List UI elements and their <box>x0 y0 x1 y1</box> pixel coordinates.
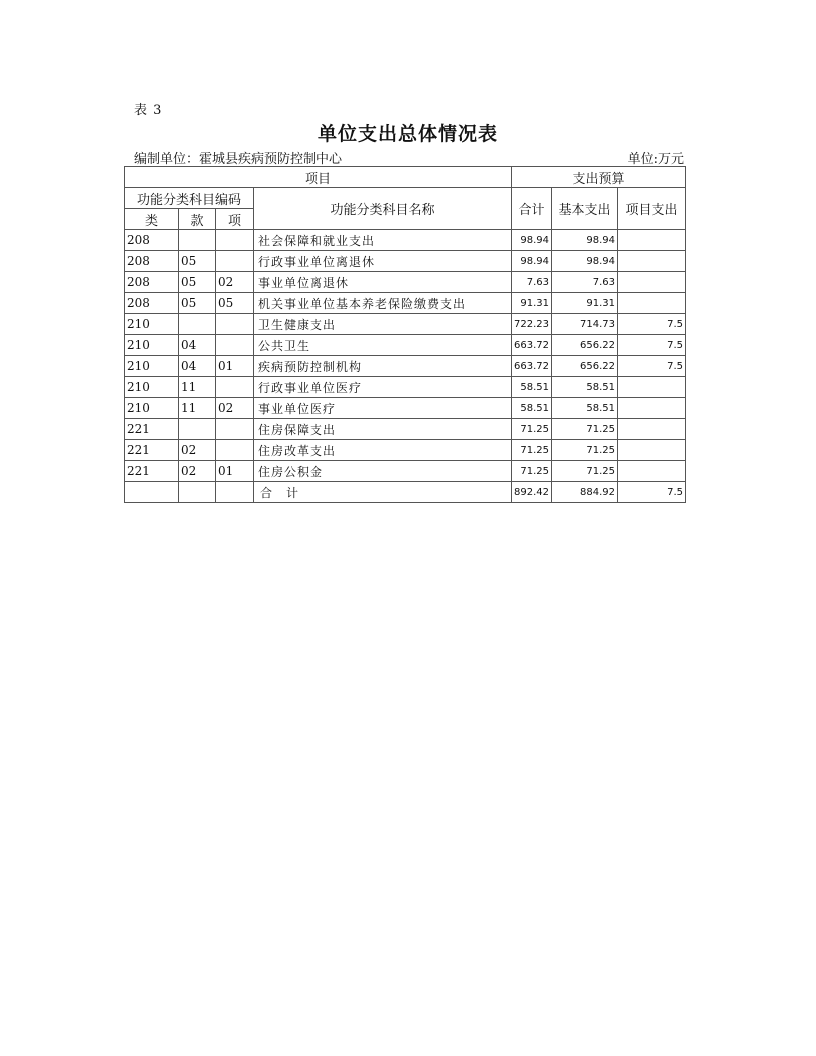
unit-label: 单位:万元 <box>627 152 684 167</box>
header-code-group: 功能分类科目编码 <box>125 188 254 209</box>
cell-lei: 221 <box>125 440 179 461</box>
table-row <box>125 461 686 482</box>
header-lei: 类 <box>125 209 179 230</box>
cell-kuan: 05 <box>179 272 216 293</box>
cell-xiang: 01 <box>216 461 254 482</box>
table-row <box>125 440 686 461</box>
cell-total: 71.25 <box>512 440 552 461</box>
cell-lei: 208 <box>125 293 179 314</box>
cell-xiang <box>216 419 254 440</box>
cell-xiang <box>216 335 254 356</box>
cell-kuan <box>179 230 216 251</box>
cell-name: 住房公积金 <box>254 461 512 482</box>
cell-total: 98.94 <box>512 251 552 272</box>
cell-name: 事业单位离退休 <box>254 272 512 293</box>
cell-xiang: 02 <box>216 272 254 293</box>
cell-lei: 221 <box>125 419 179 440</box>
cell-name: 事业单位医疗 <box>254 398 512 419</box>
cell-project <box>618 377 686 398</box>
cell-kuan: 04 <box>179 335 216 356</box>
total-label: 合计 <box>254 482 512 503</box>
header-name: 功能分类科目名称 <box>254 188 512 230</box>
cell-lei: 221 <box>125 461 179 482</box>
cell-total: 58.51 <box>512 398 552 419</box>
cell-kuan: 02 <box>179 461 216 482</box>
cell-project <box>618 461 686 482</box>
cell-total: 71.25 <box>512 461 552 482</box>
cell-name: 社会保障和就业支出 <box>254 230 512 251</box>
table-row <box>125 230 686 251</box>
cell-project <box>618 419 686 440</box>
cell-basic: 58.51 <box>552 377 618 398</box>
cell-name: 疾病预防控制机构 <box>254 356 512 377</box>
cell-project <box>618 230 686 251</box>
cell-name: 行政事业单位离退休 <box>254 251 512 272</box>
cell-lei: 210 <box>125 398 179 419</box>
cell-project: 7.5 <box>618 335 686 356</box>
table-body <box>125 230 686 503</box>
table-row <box>125 377 686 398</box>
cell-basic: 98.94 <box>552 230 618 251</box>
cell-name: 机关事业单位基本养老保险缴费支出 <box>254 293 512 314</box>
table-row <box>125 272 686 293</box>
header-basic: 基本支出 <box>552 188 618 230</box>
cell-basic: 71.25 <box>552 461 618 482</box>
header-total: 合计 <box>512 188 552 230</box>
cell-xiang <box>216 440 254 461</box>
cell-xiang: 01 <box>216 356 254 377</box>
table-row <box>125 398 686 419</box>
cell-name: 卫生健康支出 <box>254 314 512 335</box>
cell-basic: 71.25 <box>552 440 618 461</box>
cell-kuan <box>179 419 216 440</box>
cell-xiang <box>216 482 254 503</box>
table-row <box>125 251 686 272</box>
cell-xiang <box>216 251 254 272</box>
total-sum: 892.42 <box>512 482 552 503</box>
cell-kuan: 04 <box>179 356 216 377</box>
cell-kuan: 11 <box>179 377 216 398</box>
header-xiang: 项 <box>216 209 254 230</box>
table-row <box>125 356 686 377</box>
cell-kuan <box>179 482 216 503</box>
table-row <box>125 419 686 440</box>
cell-basic: 656.22 <box>552 356 618 377</box>
cell-name: 住房保障支出 <box>254 419 512 440</box>
cell-xiang: 05 <box>216 293 254 314</box>
table-row <box>125 293 686 314</box>
cell-lei: 210 <box>125 314 179 335</box>
cell-lei: 208 <box>125 272 179 293</box>
page-title: 单位支出总体情况表 <box>317 123 498 145</box>
cell-project: 7.5 <box>618 356 686 377</box>
cell-basic: 714.73 <box>552 314 618 335</box>
cell-kuan: 02 <box>179 440 216 461</box>
header-budget: 支出预算 <box>512 167 686 188</box>
organization-label: 编制单位：霍城县疾病预防控制中心 <box>134 152 343 167</box>
table-row <box>125 335 686 356</box>
cell-project: 7.5 <box>618 314 686 335</box>
cell-lei: 210 <box>125 377 179 398</box>
header-item: 项目 <box>125 167 512 188</box>
cell-xiang <box>216 377 254 398</box>
cell-xiang: 02 <box>216 398 254 419</box>
cell-total: 7.63 <box>512 272 552 293</box>
cell-project <box>618 251 686 272</box>
cell-name: 住房改革支出 <box>254 440 512 461</box>
cell-total: 663.72 <box>512 335 552 356</box>
cell-name: 行政事业单位医疗 <box>254 377 512 398</box>
cell-basic: 656.22 <box>552 335 618 356</box>
cell-lei: 208 <box>125 230 179 251</box>
table-number: 表 3 <box>134 103 163 118</box>
cell-name: 公共卫生 <box>254 335 512 356</box>
cell-kuan <box>179 314 216 335</box>
cell-kuan: 05 <box>179 251 216 272</box>
cell-total: 98.94 <box>512 230 552 251</box>
cell-xiang <box>216 314 254 335</box>
cell-project <box>618 440 686 461</box>
cell-total: 722.23 <box>512 314 552 335</box>
table-row <box>125 314 686 335</box>
cell-kuan: 05 <box>179 293 216 314</box>
cell-project <box>618 293 686 314</box>
cell-project <box>618 398 686 419</box>
cell-xiang <box>216 230 254 251</box>
cell-lei: 210 <box>125 335 179 356</box>
header-project: 项目支出 <box>618 188 686 230</box>
cell-lei: 210 <box>125 356 179 377</box>
total-basic: 884.92 <box>552 482 618 503</box>
cell-project <box>618 272 686 293</box>
total-row <box>125 482 686 503</box>
expenditure-table <box>124 166 686 503</box>
cell-basic: 71.25 <box>552 419 618 440</box>
header-kuan: 款 <box>179 209 216 230</box>
cell-basic: 91.31 <box>552 293 618 314</box>
cell-total: 663.72 <box>512 356 552 377</box>
cell-basic: 98.94 <box>552 251 618 272</box>
cell-lei: 208 <box>125 251 179 272</box>
cell-basic: 7.63 <box>552 272 618 293</box>
cell-basic: 58.51 <box>552 398 618 419</box>
cell-total: 58.51 <box>512 377 552 398</box>
cell-kuan: 11 <box>179 398 216 419</box>
cell-total: 91.31 <box>512 293 552 314</box>
cell-total: 71.25 <box>512 419 552 440</box>
total-project: 7.5 <box>618 482 686 503</box>
cell-lei <box>125 482 179 503</box>
